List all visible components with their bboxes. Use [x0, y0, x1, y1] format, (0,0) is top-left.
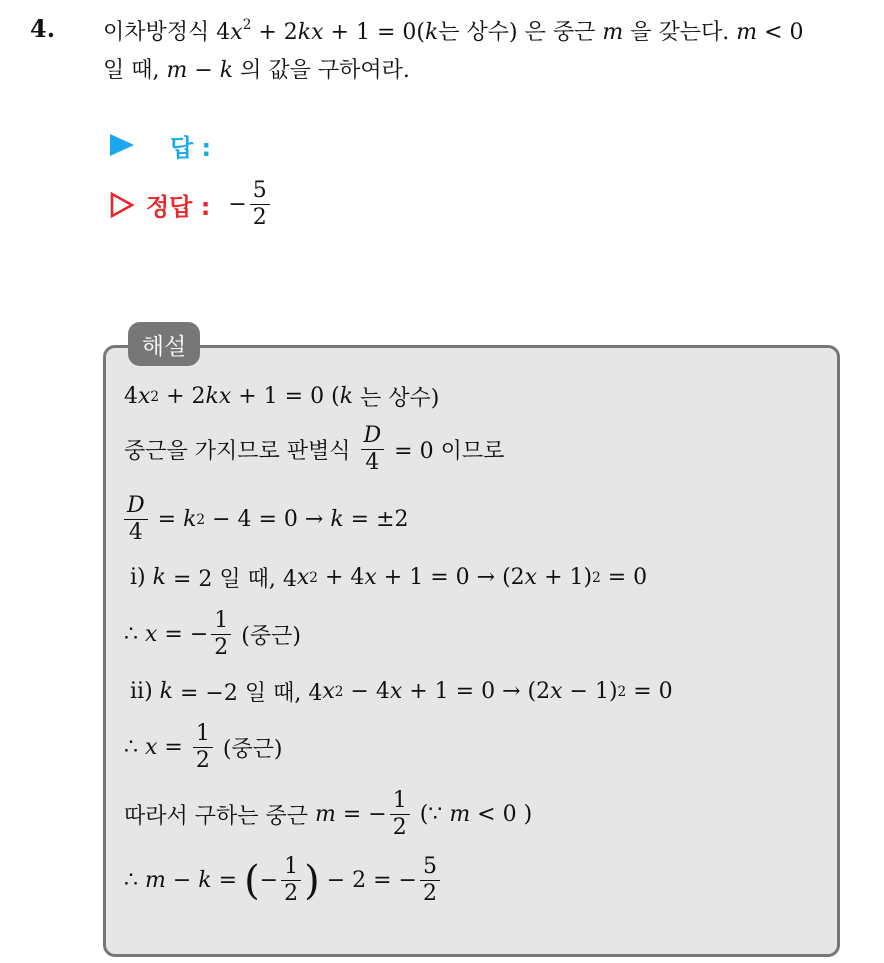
- explanation-line-3: $\frac{D}{4}$ = k 2 − 4 = 0 → k = ±2: [124, 495, 409, 544]
- fraction: $\frac{1}{2}$: [390, 790, 410, 839]
- explanation-tab: 해설: [128, 322, 200, 366]
- explanation-line-2: 중근을 가지므로 판별식 $\frac{D}{4}$ = 0 이므로: [124, 423, 505, 475]
- correct-answer-value: − $\frac{5}{2}$: [228, 180, 272, 229]
- fraction: $\frac{1}{2}$: [211, 610, 231, 659]
- explanation-line-1: 4 x 2 + 2 kx + 1 = 0 ( k 는 상수): [124, 384, 440, 411]
- question-line-2: 일 때, m − k 의 값을 구하여라.: [103, 58, 410, 83]
- explanation-line-6: ⅱ) k = −2 일 때, 4 x 2 − 4 x + 1 = 0 → (2 x − 1) 2 = 0: [130, 679, 673, 706]
- answer-row[interactable]: [110, 128, 211, 162]
- fraction: $\frac{5}{2}$: [420, 856, 440, 905]
- outline-arrow-icon: [110, 192, 134, 218]
- answer-label: 답 :: [170, 133, 212, 162]
- explanation-line-4: ⅰ) k = 2 일 때, 4 x 2 + 4 x + 1 = 0 → (2 x + 1) 2 = 0: [130, 565, 648, 592]
- fraction: $\frac{1}{2}$: [281, 856, 301, 905]
- question-number: 4.: [30, 14, 56, 43]
- explanation-line-7: ∴ x = $\frac{1}{2}$ (중근): [124, 721, 283, 773]
- explanation-line-9: ∴ m − k = ( − $\frac{1}{2}$ ) − 2 = − $\frac{5}{2}$: [124, 856, 443, 905]
- play-arrow-icon: [110, 134, 134, 156]
- question-text: [103, 14, 873, 90]
- fraction: $\frac{D}{4}$: [124, 495, 148, 544]
- question-line-1: 이차방정식 $4x^2 + 2kx + 1 = 0(k$는 상수) 은 중근 m 을 갖는다. m < 0: [103, 16, 804, 45]
- explanation-line-5: ∴ x = − $\frac{1}{2}$ (중근): [124, 608, 301, 660]
- correct-answer-label: 정답 :: [146, 193, 211, 221]
- fraction: $\frac{5}{2}$: [250, 180, 270, 229]
- correct-answer-row: [110, 180, 273, 229]
- explanation-line-8: 따라서 구하는 중근 m = − $\frac{1}{2}$ (∵ m < 0 ): [124, 788, 533, 840]
- fraction: $\frac{1}{2}$: [193, 723, 213, 772]
- fraction: $\frac{D}{4}$: [361, 425, 385, 474]
